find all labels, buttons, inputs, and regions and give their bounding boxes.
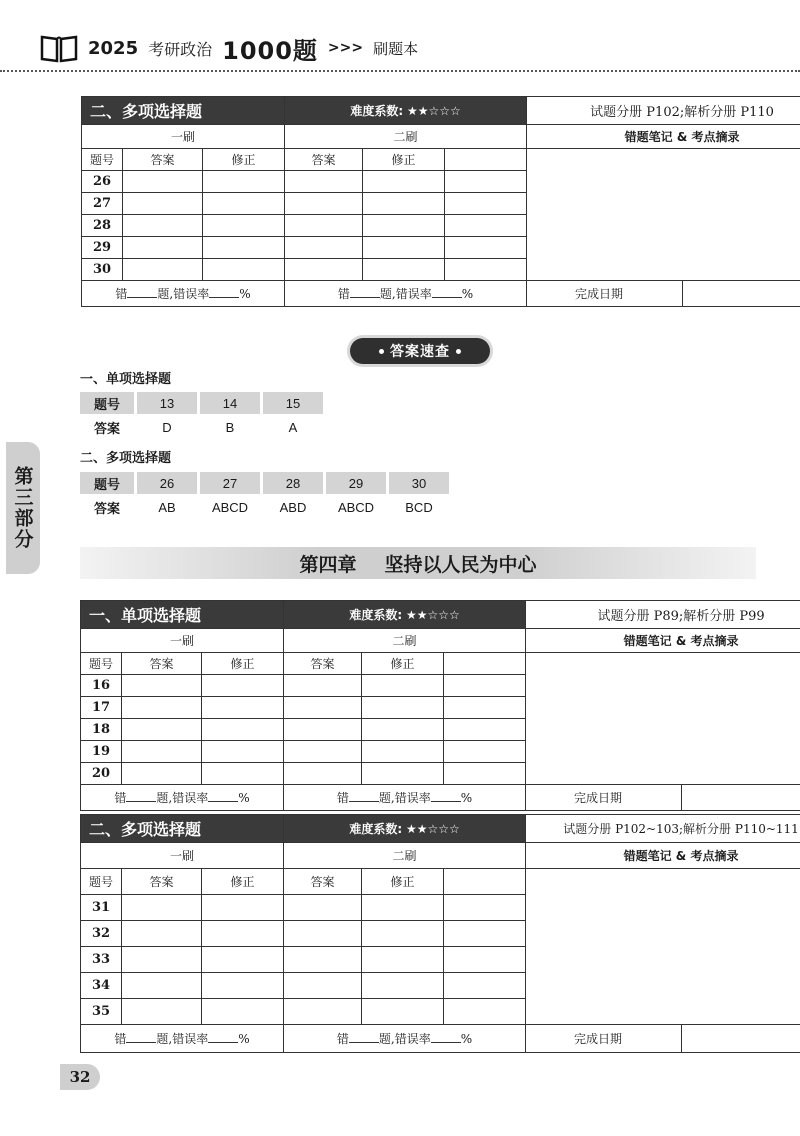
col-question-number: 题号 [81,869,122,895]
blank-cell [444,763,526,785]
answer-multi-label: 二、多项选择题 [80,451,172,466]
answer-check-badge [350,338,490,364]
answer-cell[interactable] [122,973,202,999]
answer-cell[interactable] [122,675,202,697]
col-correction-2: 修正 [362,653,444,675]
answer-cell[interactable] [285,193,363,215]
header-year: 2025 [88,37,139,59]
col-correction: 修正 [202,869,284,895]
correction-cell[interactable] [203,259,285,281]
answer-cell[interactable] [122,697,202,719]
answer-grid-multi [80,472,449,518]
question-number: 30 [82,259,123,281]
correction-cell[interactable] [362,947,444,973]
answer-cell[interactable] [123,193,203,215]
question-number: 27 [82,193,123,215]
first-pass-error-rate: 错 题,错误率 % [82,281,285,307]
header-subject: 考研政治 [148,39,213,59]
notes-area[interactable] [526,653,800,785]
completion-date-label: 完成日期 [526,1025,682,1053]
correction-cell[interactable] [202,741,284,763]
correction-cell[interactable] [362,719,444,741]
question-number: 18 [81,719,122,741]
col-answer: 答案 [122,653,202,675]
correction-cell[interactable] [363,171,445,193]
completion-date-label: 完成日期 [526,785,682,811]
completion-date-label: 完成日期 [527,281,683,307]
answer-grid-question: 27 [200,472,260,494]
question-number: 34 [81,973,122,999]
correction-cell[interactable] [202,763,284,785]
header-arrows: >>> [327,40,364,56]
answer-grid-head-a: 答案 [93,421,120,437]
answer-cell[interactable] [284,947,362,973]
difficulty-stars: ★★☆☆☆ [405,608,460,622]
difficulty-label: 难度系数: [350,104,404,118]
page-reference: 试题分册 P102~103;解析分册 P110~111 [526,815,800,843]
col-correction-2: 修正 [362,869,444,895]
col-answer-2: 答案 [284,869,362,895]
page-reference: 试题分册 P89;解析分册 P99 [526,601,800,629]
answer-grid-question: 28 [263,472,323,494]
difficulty-label: 难度系数: [349,822,403,836]
notes-area[interactable] [527,149,800,281]
answer-cell[interactable] [284,697,362,719]
answer-cell[interactable] [284,763,362,785]
section-title: 二、多项选择题 [82,97,285,125]
blank-cell [445,193,527,215]
blank-cell [445,237,527,259]
answer-grid-answer: B [225,419,235,435]
page-reference: 试题分册 P102;解析分册 P110 [527,97,800,125]
question-number: 32 [81,921,122,947]
difficulty-rating [285,97,527,125]
first-pass-header: 一刷 [81,629,284,653]
correction-cell[interactable] [203,193,285,215]
answer-cell[interactable] [284,741,362,763]
col-answer: 答案 [123,149,203,171]
blank-cell [444,921,526,947]
answer-cell[interactable] [284,895,362,921]
second-pass-error-rate: 错 题,错误率 % [284,785,526,811]
answer-cell[interactable] [122,999,202,1025]
blank-cell [444,719,526,741]
correction-cell[interactable] [203,215,285,237]
difficulty-rating [284,815,526,843]
answer-cell[interactable] [122,947,202,973]
answer-cell[interactable] [285,215,363,237]
question-number: 17 [81,697,122,719]
page-number: 32 [60,1064,100,1090]
question-number: 19 [81,741,122,763]
blank-cell [444,973,526,999]
chapter-number: 第四章 [299,553,357,576]
question-number: 16 [81,675,122,697]
correction-cell[interactable] [202,697,284,719]
completion-date-field[interactable] [682,1025,800,1053]
correction-cell[interactable] [202,921,284,947]
question-number: 33 [81,947,122,973]
first-pass-error-rate: 错 题,错误率 % [81,1025,284,1053]
page-header [40,30,418,66]
answer-cell[interactable] [123,171,203,193]
answer-cell[interactable] [123,259,203,281]
header-book-title: 1000题 [222,36,318,65]
blank-cell [445,215,527,237]
col-answer-2: 答案 [284,653,362,675]
answer-grid-single [80,392,323,438]
blank-cell [445,171,527,193]
answer-cell[interactable] [122,741,202,763]
correction-cell[interactable] [362,763,444,785]
correction-cell[interactable] [202,973,284,999]
header-subtitle: 刷题本 [373,39,419,58]
answer-grid-question: 30 [389,472,449,494]
answer-cell[interactable] [122,921,202,947]
correction-cell[interactable] [202,999,284,1025]
completion-date-field[interactable] [682,785,800,811]
question-number: 28 [82,215,123,237]
chapter-banner [80,547,756,579]
answer-grid-question: 15 [263,392,323,414]
blank-cell [444,999,526,1025]
question-number: 26 [82,171,123,193]
second-pass-header: 二刷 [285,125,527,149]
answer-cell[interactable] [284,719,362,741]
difficulty-label: 难度系数: [349,608,403,622]
correction-cell[interactable] [202,675,284,697]
answer-grid-head-q: 题号 [80,472,134,494]
answer-grid-answer: AB [158,499,176,515]
correction-cell[interactable] [362,895,444,921]
worksheet-single-choice-ch4 [80,600,800,811]
correction-cell[interactable] [362,675,444,697]
chapter-title: 坚持以人民为中心 [384,553,537,576]
answer-check-title: 答案速查 [390,344,450,360]
answer-cell[interactable] [285,237,363,259]
question-number: 31 [81,895,122,921]
worksheet-multi-choice-ch3 [81,96,800,307]
blank-cell [445,149,527,171]
correction-cell[interactable] [363,237,445,259]
answer-cell[interactable] [122,763,202,785]
answer-grid-question: 26 [137,472,197,494]
question-number: 20 [81,763,122,785]
open-book-icon [40,33,78,63]
answer-grid-answer: BCD [405,499,433,515]
blank-cell [444,869,526,895]
answer-grid-head-q: 题号 [80,392,134,414]
blank-cell [444,947,526,973]
answer-cell[interactable] [122,719,202,741]
first-pass-error-rate: 错 题,错误率 % [81,785,284,811]
difficulty-stars: ★★☆☆☆ [405,822,460,836]
answer-grid-head-a: 答案 [93,501,120,517]
answer-cell[interactable] [284,921,362,947]
col-question-number: 题号 [81,653,122,675]
answer-cell[interactable] [284,999,362,1025]
header-divider [0,70,800,72]
correction-cell[interactable] [362,973,444,999]
correction-cell[interactable] [363,259,445,281]
correction-cell[interactable] [363,193,445,215]
second-pass-header: 二刷 [284,629,526,653]
difficulty-stars: ★★☆☆☆ [406,104,461,118]
blank-cell [444,653,526,675]
col-answer: 答案 [122,869,202,895]
correction-cell[interactable] [203,237,285,259]
answer-grid-question: 14 [200,392,260,414]
blank-cell [444,741,526,763]
first-pass-header: 一刷 [82,125,285,149]
correction-cell[interactable] [363,215,445,237]
answer-single-label: 一、单项选择题 [80,372,172,387]
answer-cell[interactable] [122,895,202,921]
section-side-tab-label: 第三部分 [11,466,34,550]
second-pass-header: 二刷 [284,843,526,869]
col-question-number: 题号 [82,149,123,171]
answer-grid-answer: A [288,419,298,435]
notes-header: 错题笔记 & 考点摘录 [527,125,800,149]
answer-grid-answer: ABCD [211,499,249,515]
answer-cell[interactable] [123,215,203,237]
first-pass-header: 一刷 [81,843,284,869]
correction-cell[interactable] [362,741,444,763]
section-title: 二、多项选择题 [81,815,284,843]
correction-cell[interactable] [203,171,285,193]
correction-cell[interactable] [202,895,284,921]
second-pass-error-rate: 错 题,错误率 % [285,281,527,307]
correction-cell[interactable] [202,947,284,973]
answer-grid-question: 29 [326,472,386,494]
col-correction-2: 修正 [363,149,445,171]
answer-grid-answer: ABD [279,499,307,515]
correction-cell[interactable] [202,719,284,741]
answer-cell[interactable] [284,973,362,999]
notes-header: 错题笔记 & 考点摘录 [526,629,800,653]
answer-cell[interactable] [123,237,203,259]
col-correction: 修正 [202,653,284,675]
notes-area[interactable] [526,869,800,1025]
section-title: 一、单项选择题 [81,601,284,629]
section-side-tab [6,442,40,574]
answer-cell[interactable] [284,675,362,697]
question-number: 29 [82,237,123,259]
blank-cell [445,259,527,281]
answer-grid-question: 13 [137,392,197,414]
worksheet-multi-choice-ch4 [80,814,800,1053]
blank-cell [444,675,526,697]
difficulty-rating [284,601,526,629]
correction-cell[interactable] [362,999,444,1025]
correction-cell[interactable] [362,697,444,719]
col-correction: 修正 [203,149,285,171]
correction-cell[interactable] [362,921,444,947]
completion-date-field[interactable] [683,281,800,307]
blank-cell [444,895,526,921]
answer-grid-answer: ABCD [337,499,375,515]
question-number: 35 [81,999,122,1025]
col-answer-2: 答案 [285,149,363,171]
notes-header: 错题笔记 & 考点摘录 [526,843,800,869]
answer-grid-answer: D [162,419,172,435]
second-pass-error-rate: 错 题,错误率 % [284,1025,526,1053]
answer-cell[interactable] [285,171,363,193]
blank-cell [444,697,526,719]
answer-cell[interactable] [285,259,363,281]
